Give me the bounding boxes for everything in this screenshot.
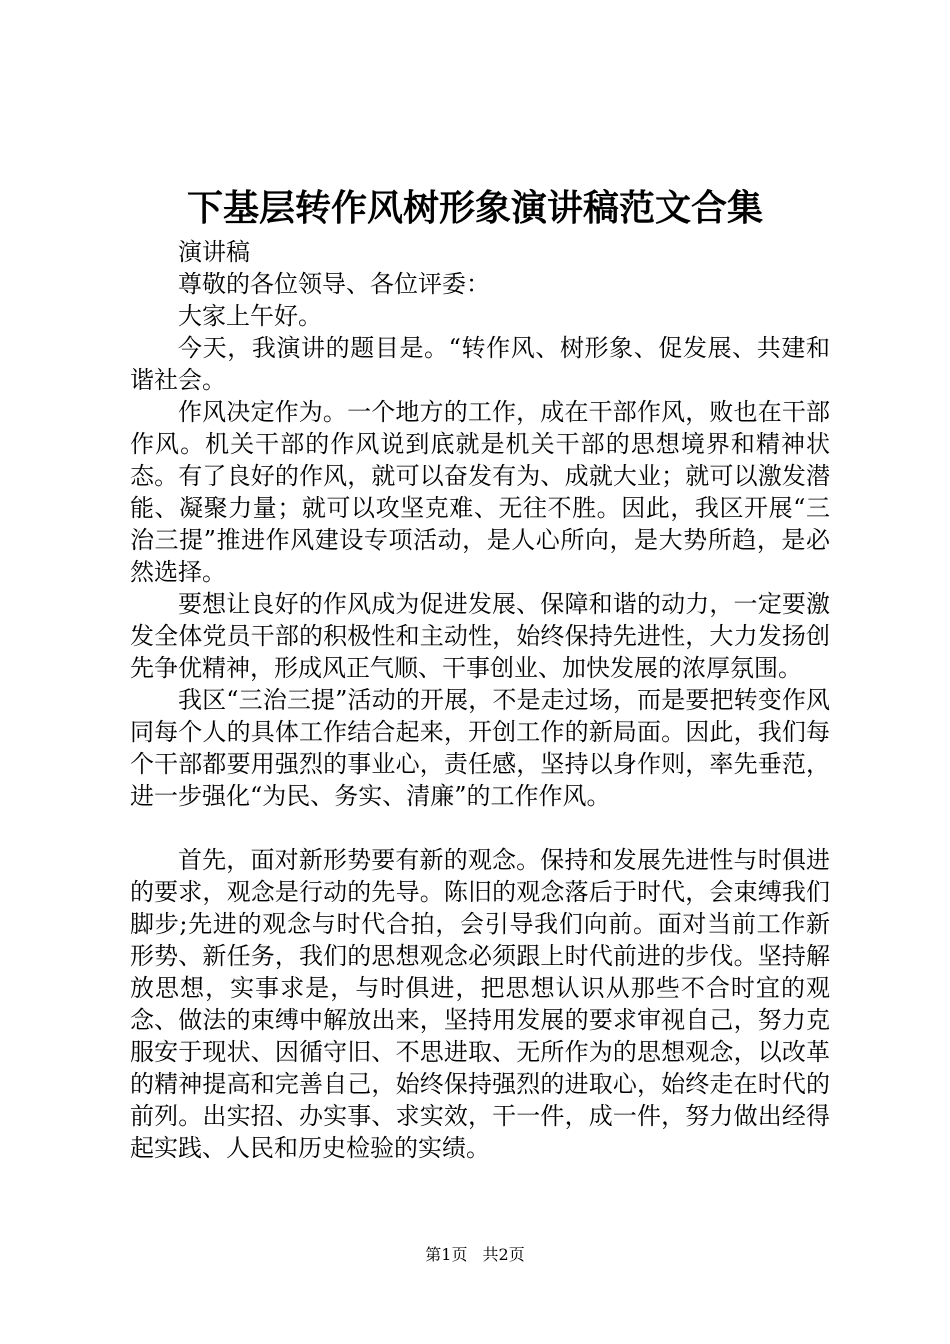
page-number-current: 第1页 xyxy=(425,1245,468,1264)
paragraph-spacer xyxy=(130,812,830,844)
paragraph-body: 作风决定作为。一个地方的工作，成在干部作风，败也在干部作风。机关干部的作风说到底就是机关干部的思想境界和精神状态。有了良好的作风，就可以奋发有为、成就大业；就可以激发潜能、凝聚力量；就可以攻坚克难、无往不胜。因此，我区开展“三治三提”推进作风建设专项活动，是人心所向，是大势所趋，是必然选择。 xyxy=(130,398,830,586)
paragraph-body: 要想让良好的作风成为促进发展、保障和谐的动力，一定要激发全体党员干部的积极性和主动性，始终保持先进性，大力发扬创先争优精神，形成风正气顺、干事创业、加快发展的浓厚氛围。 xyxy=(130,590,830,682)
page-footer xyxy=(0,1245,950,1265)
paragraph-body: 我区“三治三提”活动的开展，不是走过场，而是要把转变作风同每个人的具体工作结合起来，开创工作的新局面。因此，我们每个干部都要用强烈的事业心，责任感，坚持以身作则，率先垂范，进一步强化“为民、务实、清廉”的工作作风。 xyxy=(130,686,830,810)
page-number-total: 共2页 xyxy=(482,1245,525,1264)
paragraph-body: 首先，面对新形势要有新的观念。保持和发展先进性与时俱进的要求，观念是行动的先导。陈旧的观念落后于时代，会束缚我们脚步;先进的观念与时代合拍，会引导我们向前。面对当前工作新形势、新任务，我们的思想观念必须跟上时代前进的步伐。坚持解放思想，实事求是，与时俱进，把思想认识从那些不合时宜的观念、做法的束缚中解放出来，坚持用发展的要求审视自己，努力克服安于现状、因循守旧、不思进取、无所作为的思想观念，以改革的精神提高和完善自己，始终保持强烈的进取心，始终走在时代的前列。出实招、办实事、求实效，干一件，成一件，努力做出经得起实践、人民和历史检验的实绩。 xyxy=(130,846,830,1162)
paragraph-topic: 今天，我演讲的题目是。“转作风、树形象、促发展、共建和谐社会。 xyxy=(130,334,830,394)
paragraph-salutation: 尊敬的各位领导、各位评委： xyxy=(178,270,490,298)
paragraph-doc-type: 演讲稿 xyxy=(178,238,250,266)
document-body xyxy=(130,236,830,1164)
paragraph-greeting: 大家上午好。 xyxy=(178,302,322,330)
document-title: 下基层转作风树形象演讲稿范文合集 xyxy=(186,187,763,229)
